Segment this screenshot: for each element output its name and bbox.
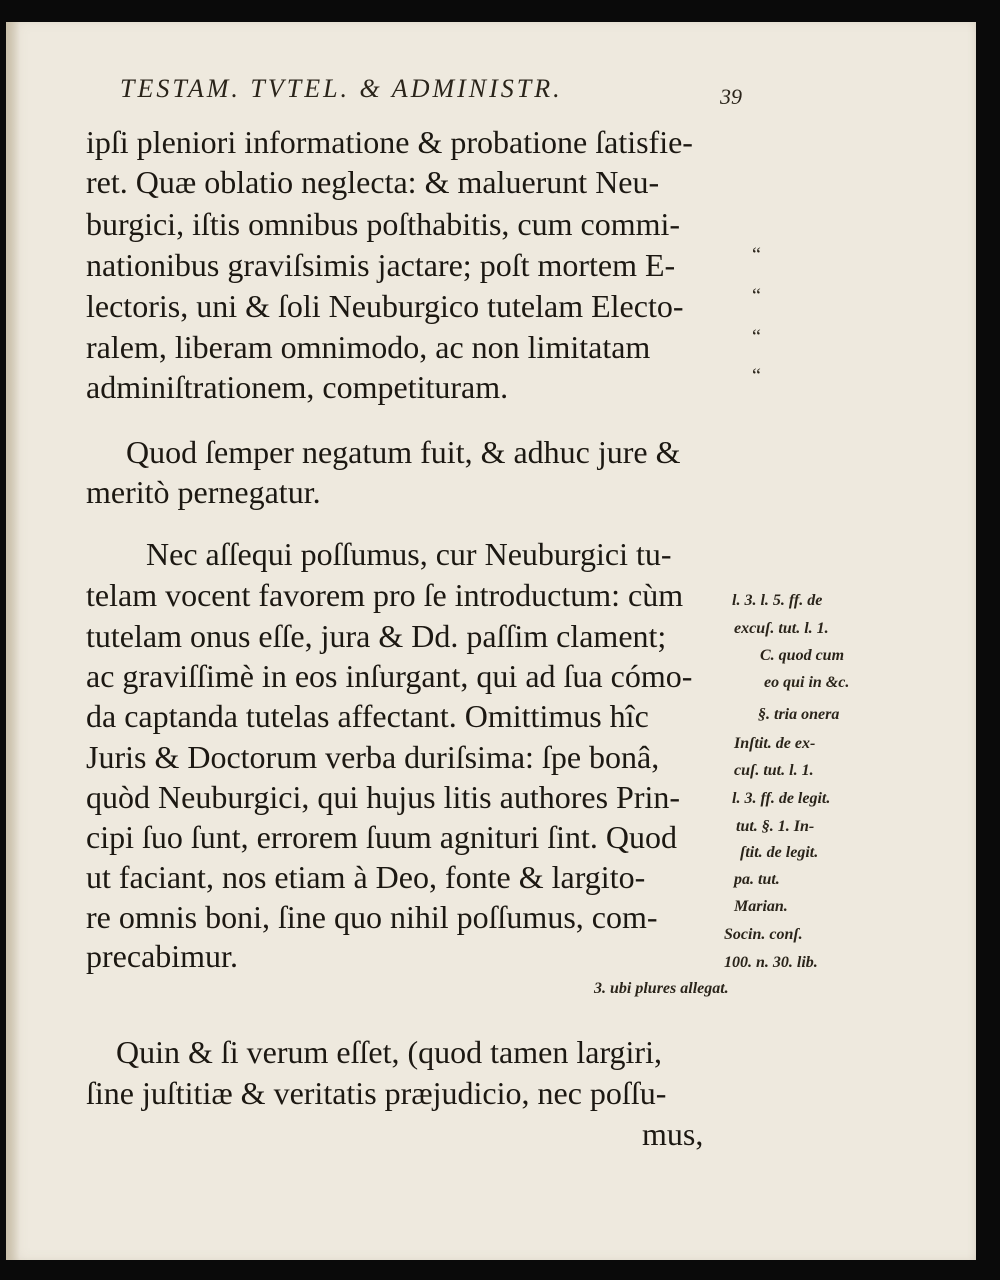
quotation-mark: “ <box>752 326 761 348</box>
text-line: meritò pernegatur. <box>86 474 321 510</box>
text-line: re omnis boni, ſine quo nihil poſſumus, com- <box>86 899 658 935</box>
text-line: Quod ſemper negatum fuit, & adhuc jure & <box>126 434 681 470</box>
text-line: cipi ſuo ſunt, errorem ſuum agnituri ſint. Quod <box>86 819 678 855</box>
text-line: ret. Quæ oblatio neglecta: & maluerunt Neu- <box>86 164 660 200</box>
text-line: quòd Neuburgici, qui hujus litis authores Prin- <box>86 779 681 815</box>
margin-note: Inſtit. de ex- <box>734 735 816 752</box>
text-line: telam vocent favorem pro ſe introductum: cùm <box>86 577 684 613</box>
text-line: lectoris, uni & ſoli Neuburgico tutelam Electo- <box>86 288 684 324</box>
text-line: Quin & ſi verum eſſet, (quod tamen largiri, <box>116 1034 662 1070</box>
text-line: precabimur. <box>86 938 238 974</box>
margin-note: l. 3. l. 5. ff. de <box>732 592 823 609</box>
text-line: ut faciant, nos etiam à Deo, fonte & largito- <box>86 859 646 895</box>
margin-note: §. tria onera <box>758 706 840 723</box>
margin-note: eo qui in &c. <box>764 674 850 691</box>
margin-note: ſtit. de legit. <box>740 844 819 861</box>
text-line: Juris & Doctorum verba duriſsima: ſpe bonâ, <box>86 739 660 775</box>
margin-note: cuſ. tut. l. 1. <box>734 762 814 779</box>
text-line: ſine juſtitiæ & veritatis præjudicio, nec poſſu- <box>86 1075 667 1111</box>
text-line: mus, <box>642 1116 704 1152</box>
quotation-mark: “ <box>752 365 761 387</box>
text-line: burgici, iſtis omnibus poſthabitis, cum commi- <box>86 206 681 242</box>
running-header <box>120 74 780 114</box>
text-line: nationibus graviſsimis jactare; poſt mortem E- <box>86 247 676 283</box>
text-line: tutelam onus eſſe, jura & Dd. paſſim clament; <box>86 618 667 654</box>
margin-note: l. 3. ff. de legit. <box>732 790 831 807</box>
quotation-mark: “ <box>752 244 761 266</box>
text-line: ralem, liberam omnimodo, ac non limitatam <box>86 329 651 365</box>
text-line: da captanda tutelas affectant. Omittimus hîc <box>86 698 649 734</box>
book-page <box>6 22 976 1260</box>
text-line: Nec aſſequi poſſumus, cur Neuburgici tu- <box>146 536 672 572</box>
margin-note: tut. §. 1. In- <box>736 818 815 835</box>
margin-note: C. quod cum <box>760 647 845 664</box>
text-line: ac graviſſimè in eos inſurgant, qui ad ſua cómo- <box>86 658 693 694</box>
quotation-mark: “ <box>752 285 761 307</box>
margin-note: pa. tut. <box>734 871 780 888</box>
page-gutter-shadow <box>6 22 20 1260</box>
margin-note: 3. ubi plures allegat. <box>594 980 729 997</box>
page-number: 39 <box>720 84 742 109</box>
margin-note: 100. n. 30. lib. <box>724 954 818 971</box>
running-title: TESTAM. TVTEL. & ADMINISTR. <box>120 74 563 103</box>
text-line: ipſi pleniori informatione & probatione ſatisfie- <box>86 124 693 160</box>
margin-note: Socin. conſ. <box>724 926 803 943</box>
margin-note: excuſ. tut. l. 1. <box>734 620 829 637</box>
text-line: adminiſtrationem, competituram. <box>86 369 509 405</box>
margin-note: Marian. <box>734 898 788 915</box>
